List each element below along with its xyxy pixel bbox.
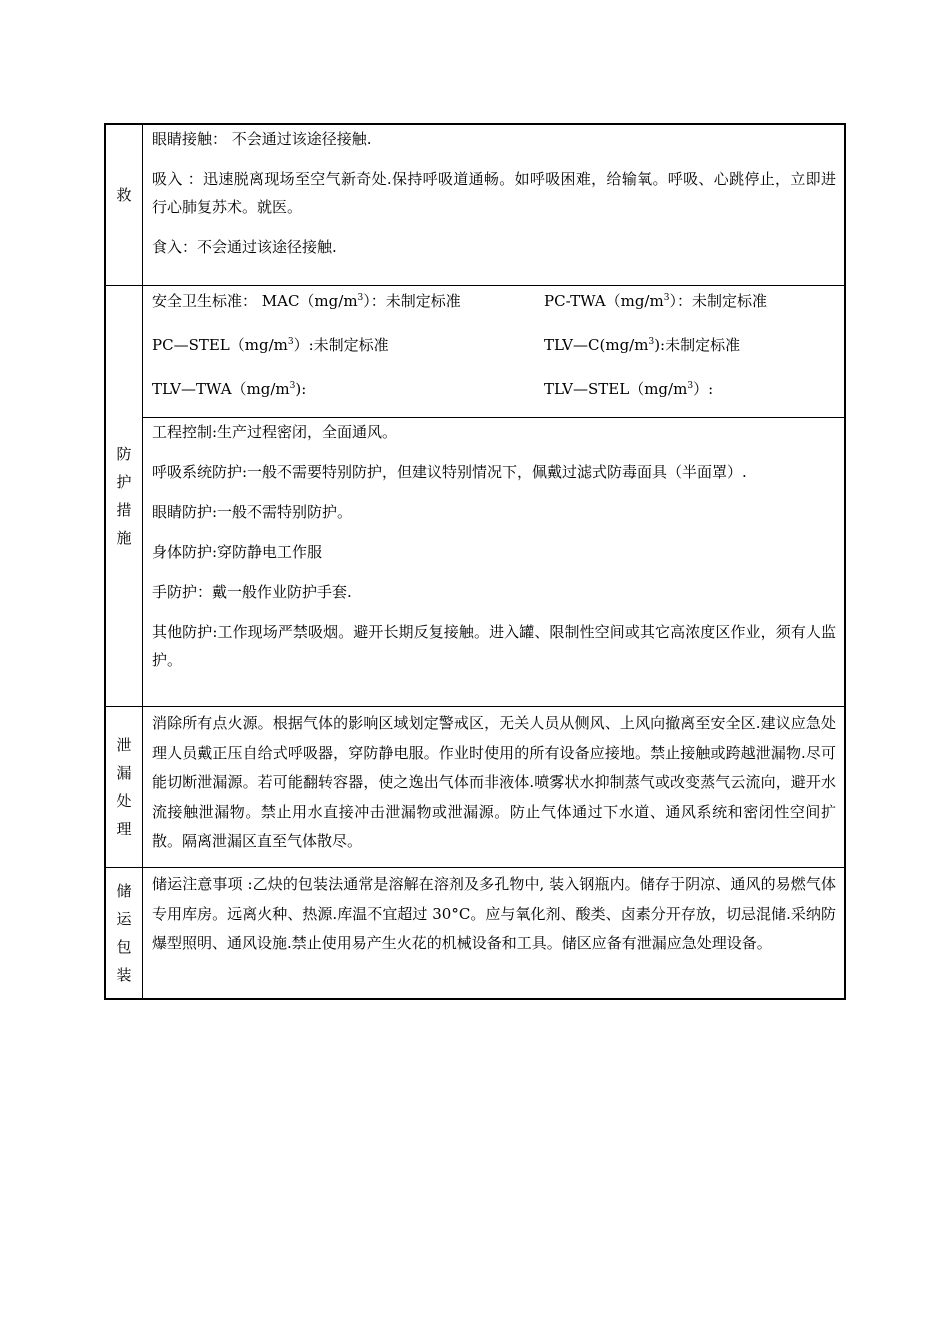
tlv-c-standard: $TLV—C(mg/m^3)$:未制定标准 [544,336,741,354]
storage-header-char: 装 [116,966,132,984]
respiratory-protection-text: 呼吸系统防护:一般不需要特别防护，但建议特别情况下，佩戴过滤式防毒面具（半面罩）. [152,463,747,481]
protection-header [106,286,143,706]
storage-header [106,868,143,998]
protection-row [104,285,846,706]
exposure-standards-cell [143,287,844,417]
leak-header-char: 处 [116,792,132,810]
eye-contact-text: 眼睛接触： 不会通过该途径接触. [152,130,372,148]
storage-row [104,867,846,1000]
body-protection-text: 身体防护:穿防静电工作服 [152,543,323,561]
protection-header-char: 施 [116,529,132,547]
leak-header-char: 理 [116,820,132,838]
tlv-twa-standard: $TLV—TWA(mg/m^3)$: [152,380,307,398]
protection-header-char: 防 [116,445,132,463]
storage-header-char: 包 [116,938,132,956]
storage-header-char: 储 [116,882,132,900]
eye-protection-text: 眼睛防护:一般不需特别防护。 [152,503,353,521]
inhalation-text: 吸入 ：迅速脱离现场至空气新奇处.保持呼吸道通畅。如呼吸困难，给输氧。呼吸、心跳停止，立即进行心肺复苏术。就医。 [152,170,836,216]
pc-twa-standard: $PC-TWA(mg/m^3)$：未制定标准 [544,292,767,310]
pc-stel-standard: $PC—STEL(mg/m^3)$:未制定标准 [152,336,389,354]
first-aid-cell [143,125,844,285]
other-protection-text: 其他防护:工作现场严禁吸烟。避开长期反复接触。进入罐、限制性空间或其它高浓度区作业，须有人监护。 [152,623,836,669]
mac-standard: 安全卫生标准： $MAC(mg/m^3)$：未制定标准 [152,292,461,310]
protective-measures-cell [143,417,844,706]
leak-handling-cell [143,707,844,867]
protection-header-char: 措 [116,501,132,519]
protection-header-char: 护 [116,473,132,491]
leak-header-char: 漏 [116,764,132,782]
hand-protection-text: 手防护：戴一般作业防护手套. [152,583,352,601]
leak-handling-row [104,706,846,867]
leak-header-char: 泄 [116,736,132,754]
tlv-stel-standard: $TLV—STEL(mg/m^3)$: [544,380,714,398]
storage-cell [143,868,844,998]
msds-table [104,123,846,1000]
standards-line-3 [152,375,836,403]
storage-header-char: 运 [116,910,132,928]
first-aid-row [104,123,846,285]
ingestion-text: 食入：不会通过该途径接触. [152,238,337,256]
first-aid-header-char: 救 [116,186,132,204]
engineering-control-text: 工程控制:生产过程密闭，全面通风。 [152,423,398,441]
standards-line-2 [152,331,836,359]
storage-text: 储运注意事项 :乙炔的包装法通常是溶解在溶剂及多孔物中, 装入钢瓶内。储存于阴凉、通风的易燃气体专用库房。远离火种、热源.库温不宜超过 30°C。应与氧化剂、酸类、卤素分开存放，切忌混储.采纳防爆型照明、通风设施.禁止使用易产生火花的机械设备和工具。储区应备有泄漏应急处理设备。 [152,875,836,952]
standards-line-1 [152,287,836,315]
leak-handling-header [106,707,143,867]
leak-handling-text: 消除所有点火源。根据气体的影响区域划定警戒区，无关人员从侧风、上风向撤离至安全区.建议应急处理人员戴正压自给式呼吸器，穿防静电服。作业时使用的所有设备应接地。禁止接触或跨越泄漏物.尽可能切断泄漏源。若可能翻转容器，使之逸出气体而非液体.喷雾状水抑制蒸气或改变蒸气云流向，避开水流接触泄漏物。禁止用水直接冲击泄漏物或泄漏源。防止气体通过下水道、通风系统和密闭性空间扩散。隔离泄漏区直至气体散尽。 [152,714,836,850]
first-aid-header [106,125,143,285]
